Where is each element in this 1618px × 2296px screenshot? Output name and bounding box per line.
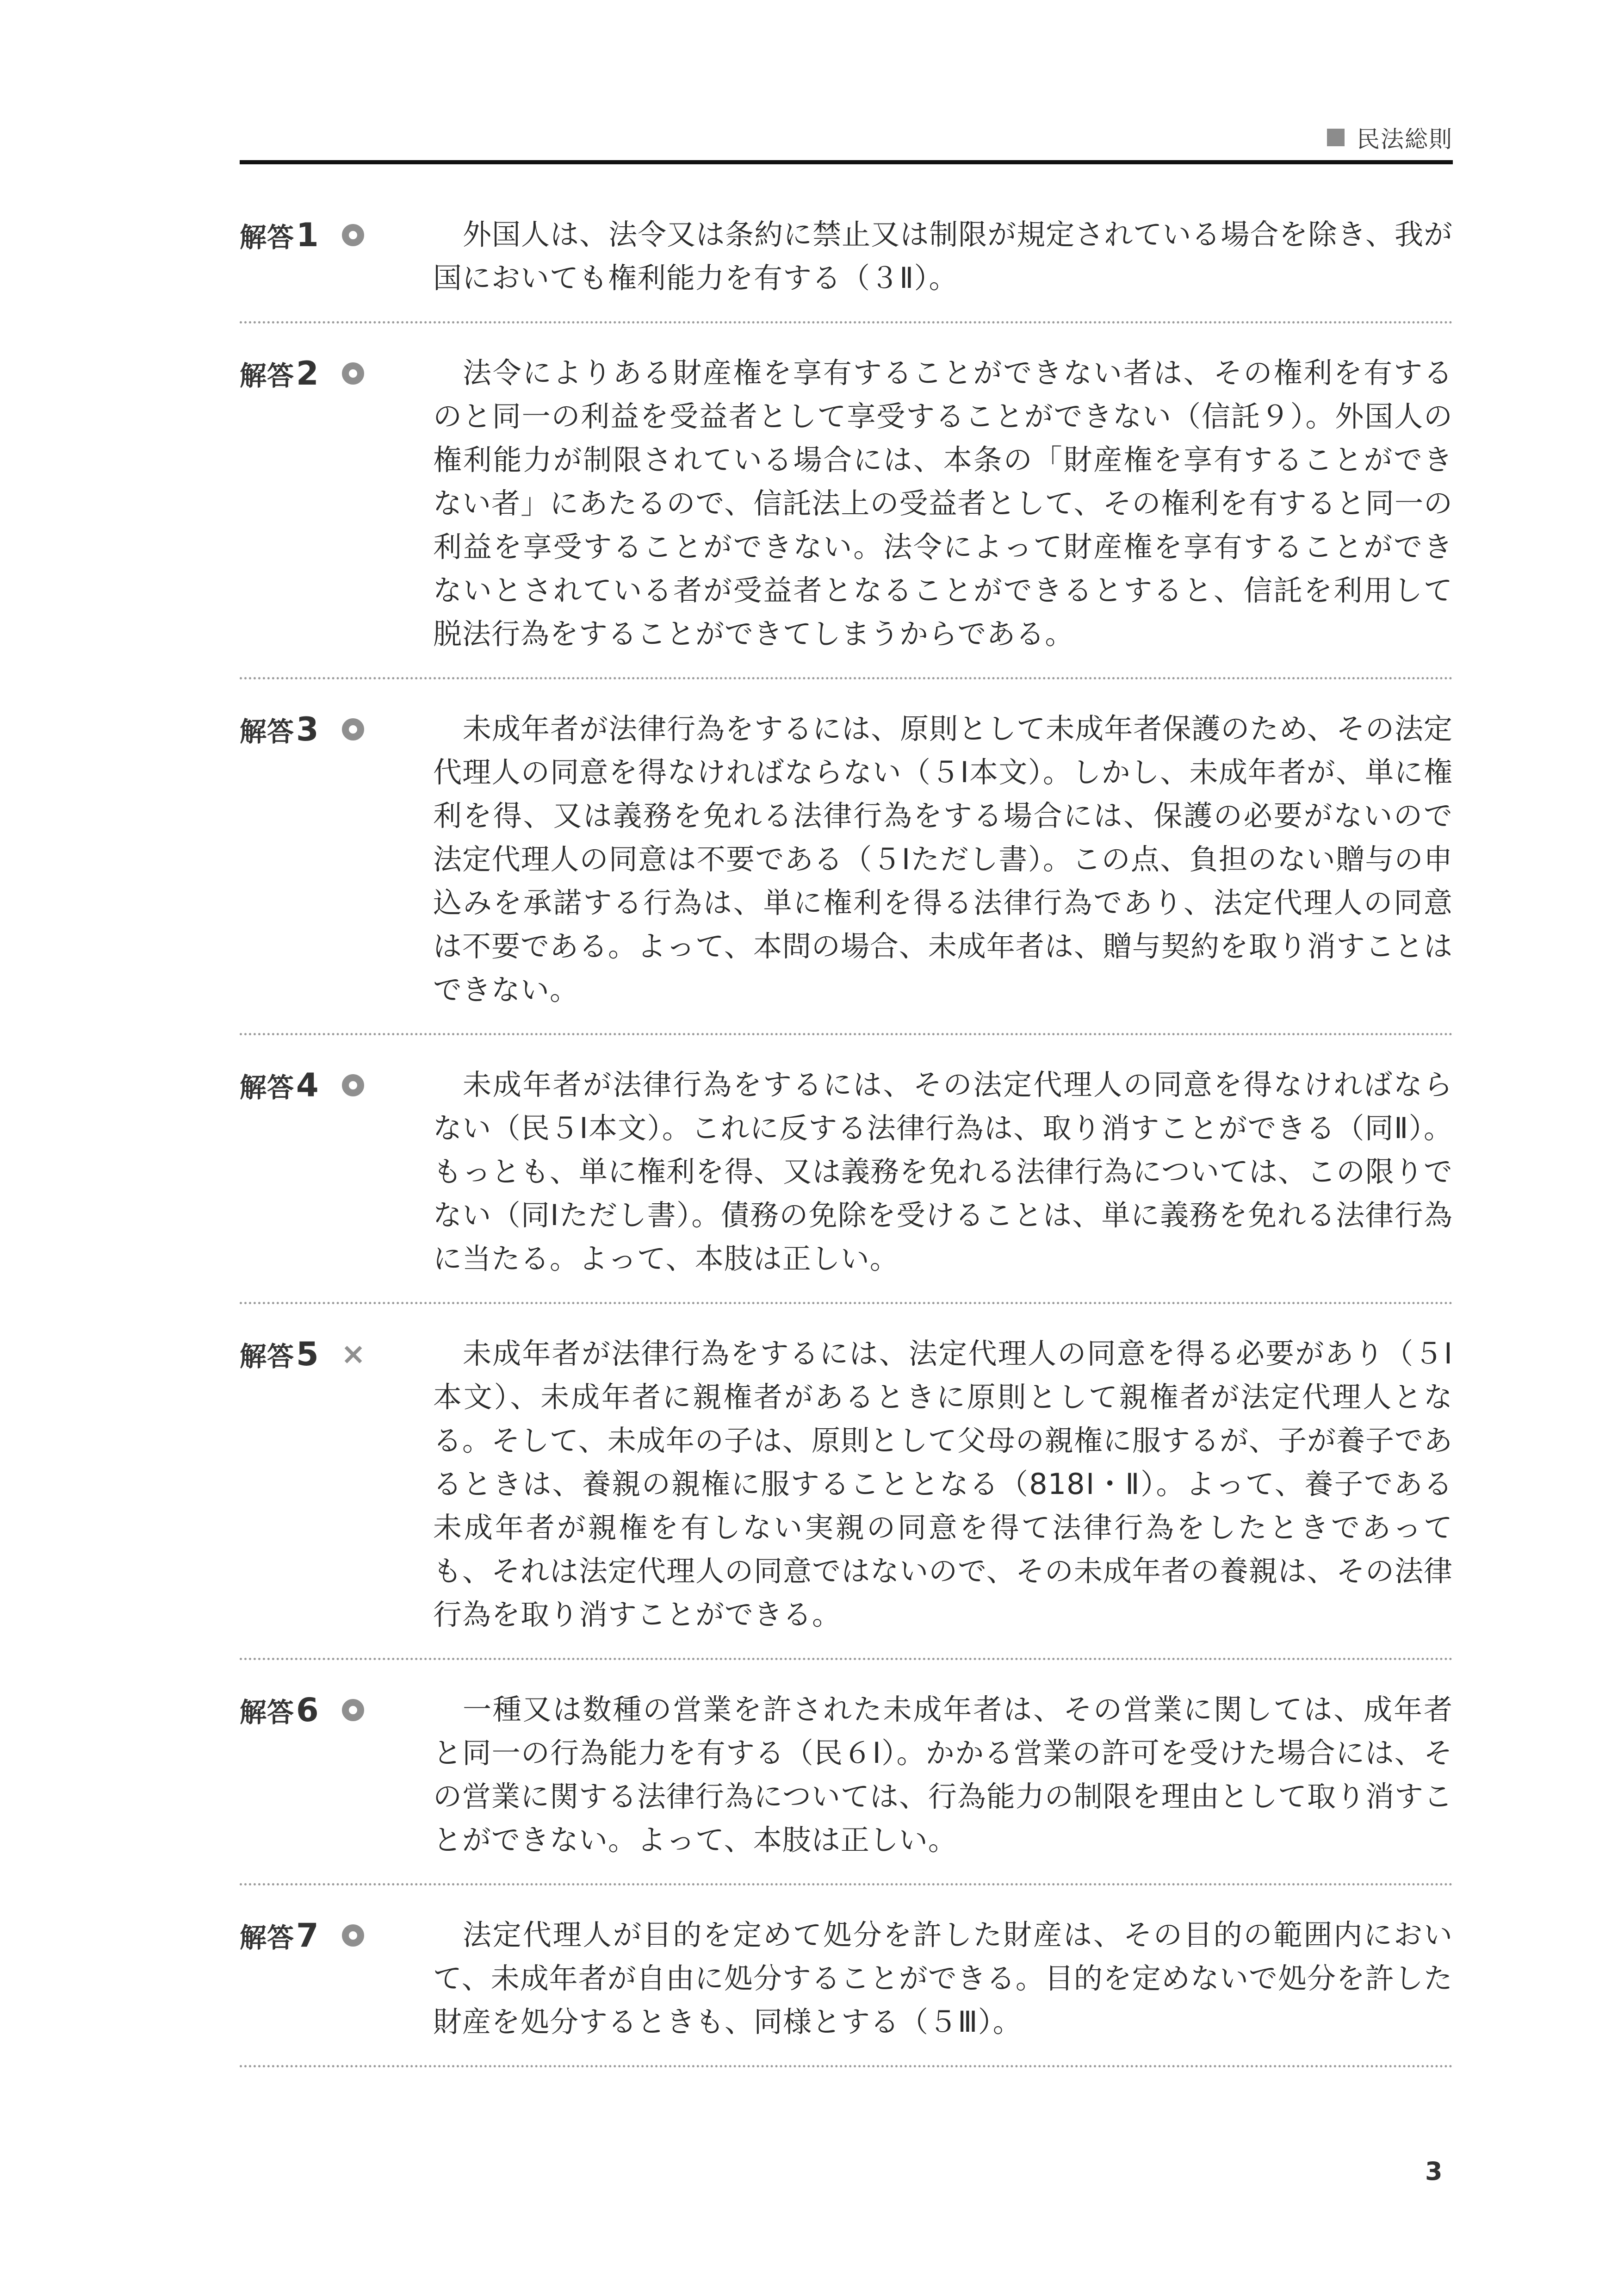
answer-text: 未成年者が法律行為をするには、原則として未成年者保護のため、その法定代理人の同意を得なければならない（５Ⅰ本文）。しかし、未成年者が、単に権利を得、又は義務を免れる法律行為をする場合には、保護の必要がないので法定代理人の同意は不要である（５Ⅰただし書）。この点、負担のない贈与の申込みを承諾する行為は、単に権利を得る法律行為であり、法定代理人の同意は不要である。よって、本問の場合、未成年者は、贈与契約を取り消すことはできない。 [433,712,1453,1007]
answer-label [240,1335,366,1374]
square-bullet-icon [1327,129,1345,146]
answer-label-text: 解答 [240,222,295,253]
answer-label [240,1916,364,1955]
answer-text: 法定代理人が目的を定めて処分を許した財産は、その目的の範囲内において、未成年者が自由に処分することができる。目的を定めないで処分を許した財産を処分するときも、同様とする（５Ⅲ）。 [433,1918,1453,2039]
cross-mark-icon: × [341,1337,366,1371]
answer-item-5 [240,1332,1453,1660]
answer-label-text: 解答 [240,1072,295,1103]
answer-number: 3 [296,710,319,748]
answer-number: 5 [296,1335,319,1373]
section-title: 民法総則 [1357,126,1453,153]
answer-item-2 [240,351,1453,679]
answer-number: 1 [296,216,319,254]
answer-label [240,354,364,393]
answer-label [240,710,364,749]
answer-label-text: 解答 [240,1341,295,1372]
answer-item-1 [240,213,1453,324]
circle-mark-icon [342,362,364,385]
answer-text: 未成年者が法律行為をするには、その法定代理人の同意を得なければならない（民５Ⅰ本文）。これに反する法律行為は、取り消すことができる（同Ⅱ）。もっとも、単に権利を得、又は義務を免れる法律行為については、この限りでない（同Ⅰただし書）。債務の免除を受けることは、単に義務を免れる法律行為に当たる。よって、本肢は正しい。 [433,1068,1453,1276]
answer-list [240,213,1453,2095]
page-header [240,118,1453,159]
circle-mark-icon [342,224,364,246]
header-rule [240,160,1453,164]
answer-number: 6 [296,1691,319,1729]
answer-item-6 [240,1688,1453,1885]
answer-text: 一種又は数種の営業を許された未成年者は、その営業に関しては、成年者と同一の行為能力を有する（民６Ⅰ）。かかる営業の許可を受けた場合には、その営業に関する法律行為については、行為能力の制限を理由として取り消すことができない。よって、本肢は正しい。 [433,1692,1453,1857]
circle-mark-icon [342,718,364,740]
answer-label-text: 解答 [240,1697,295,1728]
answer-text: 未成年者が法律行為をするには、法定代理人の同意を得る必要があり（５Ⅰ本文）、未成年者に親権者があるときに原則として親権者が法定代理人となる。そして、未成年の子は、原則として父母の親権に服するが、子が養子であるときは、養親の親権に服することとなる（818Ⅰ・Ⅱ）。よって、養子である未成年者が親権を有しない実親の同意を得て法律行為をしたときであっても、それは法定代理人の同意ではないので、その未成年者の養親は、その法律行為を取り消すことができる。 [433,1337,1453,1631]
answer-label-text: 解答 [240,1922,295,1954]
answer-number: 2 [296,355,319,392]
answer-number: 7 [296,1916,319,1954]
answer-item-7 [240,1913,1453,2067]
section-header [1327,121,1453,154]
answer-number: 4 [296,1066,319,1104]
answer-label-text: 解答 [240,716,295,747]
answer-label [240,216,364,255]
answer-text: 外国人は、法令又は条約に禁止又は制限が規定されている場合を除き、我が国においても権利能力を有する（３Ⅱ）。 [433,218,1453,295]
page-number: 3 [1425,2157,1443,2186]
circle-mark-icon [342,1699,364,1721]
circle-mark-icon [342,1924,364,1947]
answer-item-4 [240,1063,1453,1304]
answer-item-3 [240,707,1453,1035]
answer-text: 法令によりある財産権を享有することができない者は、その権利を有するのと同一の利益を受益者として享受することができない（信託９）。外国人の権利能力が制限されている場合には、本条の「財産権を享有することができない者」にあたるので、信託法上の受益者として、その権利を有すると同一の利益を享受することができない。法令によって財産権を享有することができないとされている者が受益者となることができるとすると、信託を利用して脱法行為をすることができてしまうからである。 [433,356,1453,651]
answer-label [240,1066,364,1105]
circle-mark-icon [342,1074,364,1096]
answer-label-text: 解答 [240,360,295,392]
answer-label [240,1691,364,1730]
